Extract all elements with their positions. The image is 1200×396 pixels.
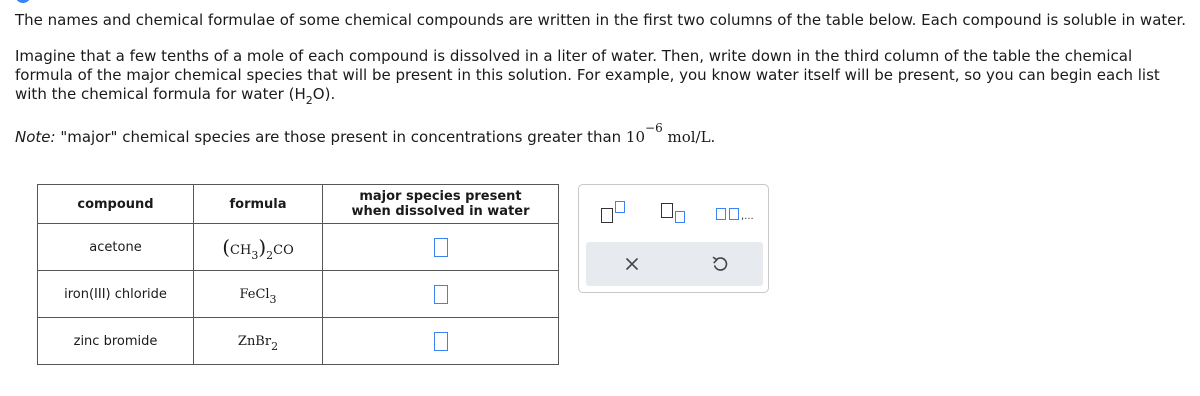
species-input-iron-chloride[interactable] (434, 285, 448, 304)
table-row (38, 224, 559, 271)
compound-name: acetone (38, 224, 194, 271)
clear-icon[interactable] (622, 254, 642, 274)
header-species: major species present when dissolved in water (323, 185, 559, 224)
intro-paragraph-2: Imagine that a few tenths of a mole of each compound is dissolved in a liter of water. Then, write down in the third column of the table the chemical formula of the major chemical species that will be present in this solution. For example, you know water itself will be present, so you can begin each list with the chemical formula for water $(H_2O)$. (15, 47, 1160, 107)
table-row (38, 271, 559, 318)
subscript-tool-icon[interactable] (661, 201, 695, 223)
toolbox-action-bar (586, 242, 763, 286)
header-compound: compound (38, 185, 194, 224)
water-formula: $(H_2O)$. (288, 85, 336, 107)
table-header-row (38, 185, 559, 224)
species-answer-cell (323, 224, 559, 271)
compounds-table (37, 184, 559, 365)
compound-formula: FeCl$_3$ (194, 271, 323, 318)
species-input-zinc-bromide[interactable] (434, 332, 448, 351)
math-toolbox (578, 184, 769, 293)
compound-formula: ZnBr$_2$ (194, 318, 323, 365)
note-label: Note: (15, 128, 56, 146)
top-accent-marker (15, 0, 31, 3)
species-answer-cell (323, 271, 559, 318)
list-tool-icon[interactable]: ,... (716, 205, 764, 223)
species-input-acetone[interactable] (434, 238, 448, 257)
table-row (38, 318, 559, 365)
compound-name: iron(III) chloride (38, 271, 194, 318)
compound-name: zinc bromide (38, 318, 194, 365)
compound-formula: $(CH_3)_2CO$ (194, 224, 323, 271)
species-answer-cell (323, 318, 559, 365)
superscript-tool-icon[interactable] (601, 201, 635, 223)
undo-icon[interactable] (710, 254, 730, 274)
note-line: Note: "major" chemical species are those present in concentrations greater than $10^{-6}$ mol/L. (15, 121, 716, 146)
header-formula: formula (194, 185, 323, 224)
intro-paragraph-1: The names and chemical formulae of some chemical compounds are written in the first two columns of the table below. Each compound is soluble in water. (15, 11, 1187, 29)
